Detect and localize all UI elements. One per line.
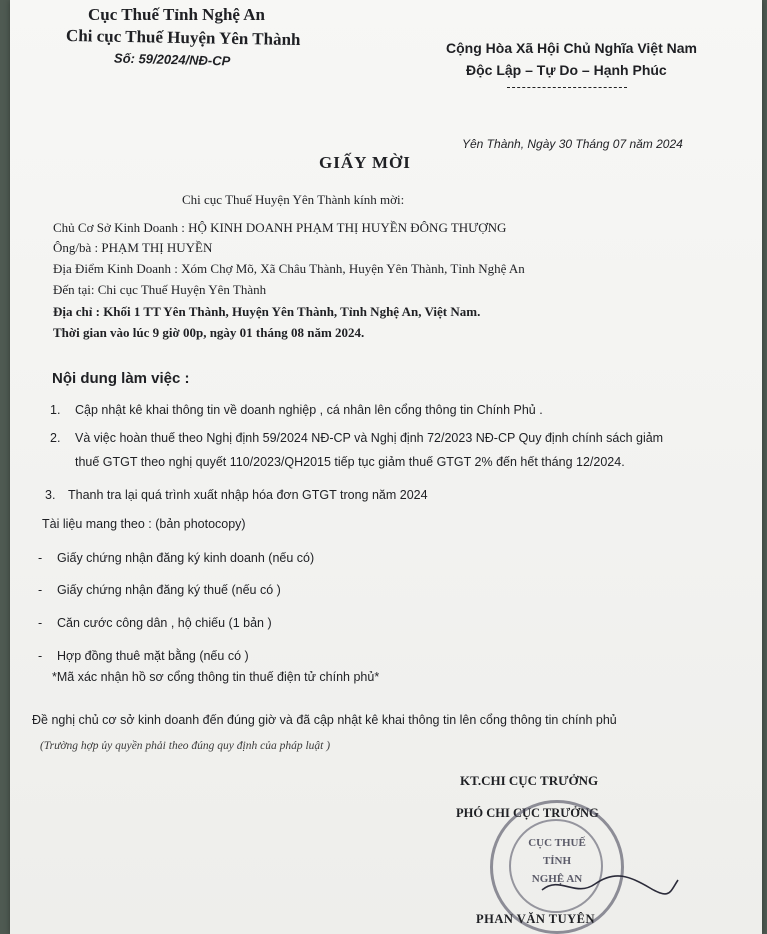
info-business-owner: Chủ Cơ Sở Kinh Doanh : HỘ KINH DOANH PHẠM THỊ HUYỀN ĐÔNG THƯỢNG <box>53 220 507 235</box>
info-address: Địa chỉ : Khối 1 TT Yên Thành, Huyện Yên Thành, Tỉnh Nghệ An, Việt Nam. <box>53 304 481 319</box>
info-time: Thời gian vào lúc 9 giờ 00p, ngày 01 tháng 08 năm 2024. <box>53 325 365 340</box>
seal-text-agency: CỤC THUẾ <box>528 837 586 849</box>
info-destination: Đến tại: Chi cục Thuế Huyện Yên Thành <box>53 282 267 297</box>
document-item-1: Giấy chứng nhận đăng ký kinh doanh (nếu có) <box>57 551 315 565</box>
documents-title: Tài liệu mang theo : (bản photocopy) <box>42 517 246 531</box>
work-item-1-number: 1. <box>50 403 61 417</box>
sub-agency-name: Chi cục Thuế Huyện Yên Thành <box>65 25 301 50</box>
signer-name: PHAN VĂN TUYÊN <box>476 912 596 926</box>
motto-underline <box>507 87 627 88</box>
national-title: Cộng Hòa Xã Hội Chủ Nghĩa Việt Nam <box>446 40 697 56</box>
document-number: Số: 59/2024/NĐ-CP <box>113 50 231 69</box>
work-item-3: Thanh tra lại quá trình xuất nhập hóa đơn GTGT trong năm 2024 <box>68 488 428 502</box>
document-title: GIẤY MỜI <box>319 153 411 172</box>
work-item-2-number: 2. <box>50 431 61 445</box>
work-item-2-continued: thuế GTGT theo nghị quyết 110/2023/QH2015 tiếp tục giảm thuế GTGT 2% đến hết tháng 12/2024. <box>75 455 625 469</box>
document-page <box>10 0 762 934</box>
work-item-2: Và việc hoàn thuế theo Nghị định 59/2024 NĐ-CP và Nghị định 72/2023 NĐ-CP Quy định chính sách giảm <box>75 431 664 445</box>
document-item-3: Căn cước công dân , hộ chiếu (1 bản ) <box>57 616 272 630</box>
bullet-dash: - <box>38 649 43 663</box>
info-person: Ông/bà : PHẠM THỊ HUYỀN <box>53 240 213 255</box>
signature-title: KT.CHI CỤC TRƯỞNG <box>460 773 599 788</box>
work-item-3-number: 3. <box>45 488 56 502</box>
signature-role: PHÓ CHI CỤC TRƯỞNG <box>456 806 599 820</box>
document-item-2: Giấy chứng nhận đăng ký thuế (nếu có ) <box>57 583 281 597</box>
request-line: Đề nghị chủ cơ sở kinh doanh đến đúng giờ và đã cập nhật kê khai thông tin lên cổng thông tin chính phủ <box>32 713 617 727</box>
bullet-dash: - <box>38 583 43 597</box>
agency-name: Cục Thuế Tỉnh Nghệ An <box>88 5 265 24</box>
seal-text-province-label: TỈNH <box>542 855 572 867</box>
seal-text-province: NGHỆ AN <box>531 873 583 885</box>
invite-line: Chi cục Thuế Huyện Yên Thành kính mời: <box>182 192 405 207</box>
handwritten-signature <box>540 870 680 900</box>
bullet-dash: - <box>38 616 43 630</box>
document-date: Yên Thành, Ngày 30 Tháng 07 năm 2024 <box>462 137 683 151</box>
section-title: Nội dung làm việc : <box>52 370 190 387</box>
bullet-dash: - <box>38 551 43 565</box>
note-line: *Mã xác nhận hồ sơ cổng thông tin thuế điện tử chính phủ* <box>52 670 380 684</box>
document-item-4: Hợp đồng thuê mặt bằng (nếu có ) <box>57 649 249 663</box>
work-item-1: Cập nhật kê khai thông tin về doanh nghiệp , cá nhân lên cổng thông tin Chính Phủ . <box>75 403 543 417</box>
national-motto: Độc Lập – Tự Do – Hạnh Phúc <box>466 62 667 78</box>
legal-note: (Trường hợp ủy quyền phải theo đúng quy định của pháp luật ) <box>40 740 331 752</box>
info-business-location: Địa Điểm Kinh Doanh : Xóm Chợ Mõ, Xã Châu Thành, Huyện Yên Thành, Tỉnh Nghệ An <box>53 261 525 276</box>
